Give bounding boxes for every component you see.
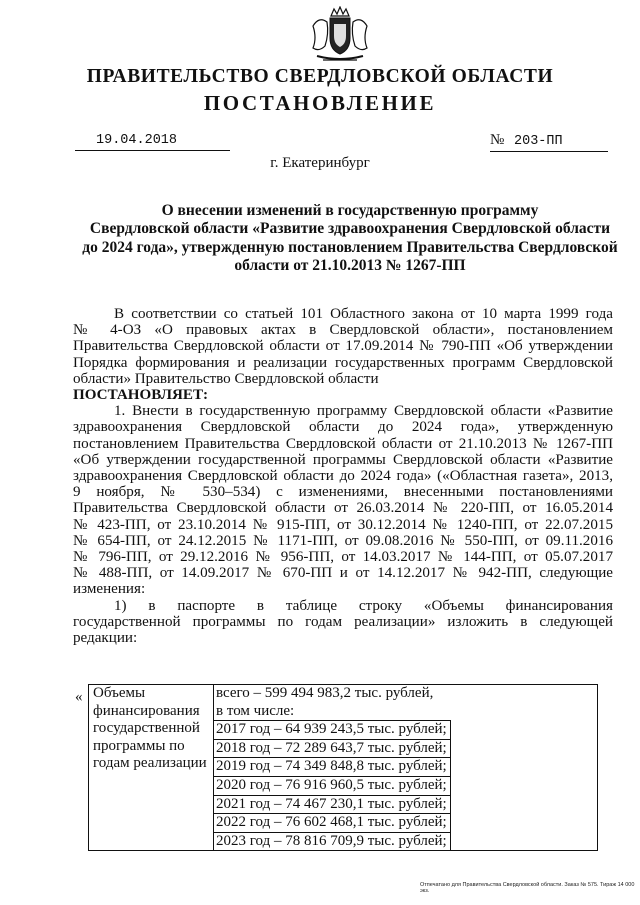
number-value: 203-ПП [514, 134, 563, 149]
subject-line: до 2024 года», утвержденную постановлением Правительства Свердловской [82, 238, 618, 256]
body-line: № 4-ОЗ «О правовых актах в Свердловской области», постановлением [73, 322, 613, 339]
value-line: 2022 год – 76 602 468,1 тыс. рублей; [214, 813, 451, 832]
print-footer: Отпечатано для Правительства Свердловской области. Заказ № 575. Тираж 14 000 экз. [420, 882, 635, 894]
subject-line: области от 21.10.2013 № 1267-ПП [234, 256, 466, 274]
resolution-keyword: ПОСТАНОВЛЯЕТ: [73, 387, 209, 404]
body-line: изменения: [73, 581, 146, 598]
table-value-cell [214, 685, 598, 851]
table-row [89, 685, 598, 851]
subject-line: О внесении изменений в государственную программу [161, 202, 539, 219]
body-line: 1. Внести в государственную программу Свердловской области «Развитие [114, 403, 613, 420]
value-line: 2020 год – 76 916 960,5 тыс. рублей; [214, 776, 451, 795]
label-line: программы по [93, 737, 185, 754]
document-type: ПОСТАНОВЛЕНИЕ [203, 91, 437, 115]
body-line: «Об утверждении государственной программы Свердловской области «Развитие [73, 451, 613, 468]
body-line: Порядка формирования и реализации государственных программ Свердловской [73, 354, 613, 371]
value-line: 2018 год – 72 289 643,7 тыс. рублей; [214, 739, 451, 758]
open-quote: « [75, 689, 83, 705]
table-label-cell [89, 685, 214, 851]
body-line: № 654-ПП, от 24.12.2015 № 1171-ПП, от 09.08.2016 № 550-ПП, от 09.11.2016 [73, 532, 613, 549]
body-line: № 796-ПП, от 29.12.2016 № 956-ПП, от 14.03.2017 № 144-ПП, от 05.07.2017 [73, 549, 613, 566]
coat-of-arms-emblem [303, 6, 377, 66]
document-date: 19.04.2018 [75, 133, 230, 151]
body-line: здравоохранения Свердловской области до 2024 года», утвержденную [73, 419, 613, 436]
value-line: 2017 год – 64 939 243,5 тыс. рублей; [214, 720, 451, 739]
label-line: государственной [93, 720, 200, 737]
body-line: постановлением Правительства Свердловской области от 21.10.2013 № 1267-ПП [73, 435, 613, 452]
body-line: редакции: [73, 630, 138, 647]
value-line: 2019 год – 74 349 848,8 тыс. рублей; [214, 757, 451, 776]
value-line: всего – 599 494 983,2 тыс. рублей, [216, 685, 434, 701]
body-line: В соответствии со статьей 101 Областного закона от 10 марта 1999 года [114, 306, 613, 322]
subject-line: Свердловской области «Развитие здравоохранения Свердловской области [89, 220, 611, 238]
body-line: 9 ноября, № 530–534) с изменениями, внесенными постановлениями [73, 484, 613, 501]
body-line: № 488-ПП, от 14.09.2017 № 670-ПП и от 14.12.2017 № 942-ПП, следующие [73, 565, 613, 582]
body-line: № 423-ПП, от 23.10.2014 № 915-ПП, от 30.12.2014 № 1240-ПП, от 22.07.2015 [73, 516, 613, 533]
body-line: здравоохранения Свердловской области до 2024 года» («Областная газета», 2013, [73, 468, 613, 485]
label-line: Объемы [93, 685, 146, 701]
city: г. Екатеринбург [270, 155, 370, 171]
body-line: Правительства Свердловской области от 17.09.2014 № 790-ПП «Об утверждении [73, 338, 613, 355]
value-line: в том числе: [216, 702, 295, 719]
subject-heading [80, 202, 620, 275]
value-line: 2021 год – 74 467 230,1 тыс. рублей; [214, 795, 451, 814]
body-line: Правительства Свердловской области от 26.03.2014 № 220-ПП, от 16.05.2014 [73, 500, 613, 517]
government-title: ПРАВИТЕЛЬСТВО СВЕРДЛОВСКОЙ ОБЛАСТИ [86, 66, 554, 87]
label-line: финансирования [93, 702, 200, 719]
financing-table [88, 684, 598, 851]
document-number [490, 131, 608, 152]
body-line: 1) в паспорте в таблице строку «Объемы финансирования [114, 597, 613, 614]
body-line: области» Правительство Свердловской области [73, 370, 379, 387]
label-line: годам реализации [93, 755, 207, 772]
number-sign: № [490, 132, 505, 148]
body-line: государственной программы по годам реализации» изложить в следующей [73, 613, 613, 630]
value-line: 2023 год – 78 816 709,9 тыс. рублей; [214, 832, 451, 851]
body-text [73, 306, 613, 646]
